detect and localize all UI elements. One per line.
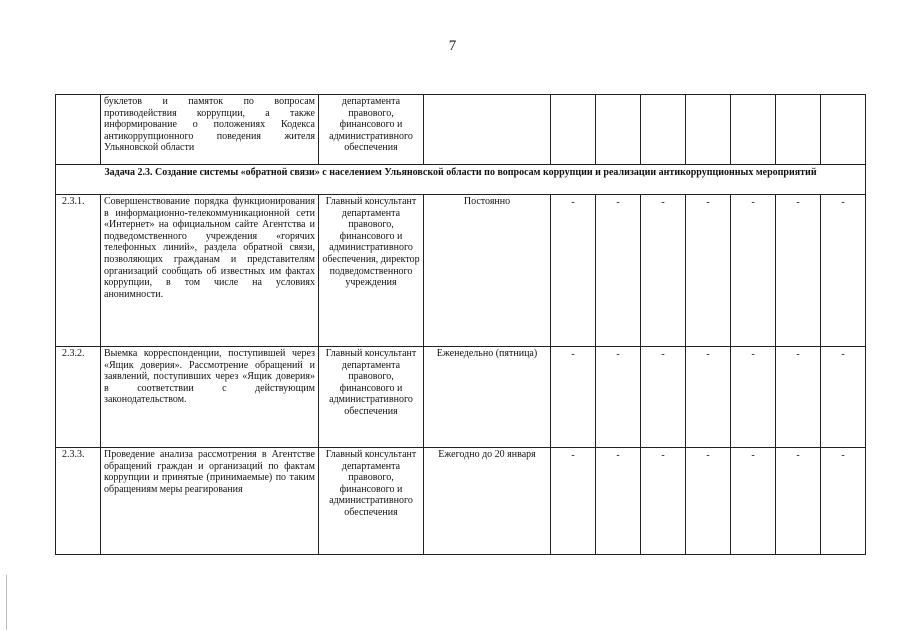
- table-row: [56, 347, 866, 448]
- row-value: -: [551, 195, 596, 347]
- row-value: -: [596, 448, 641, 555]
- task-header: Задача 2.3. Создание системы «обратной связи» с населением Ульяновской области по вопросам коррупции и реализации антикоррупционных мероприятий: [56, 165, 866, 195]
- row-responsible: Главный консультант департамента правового, финансового и административного обеспечения: [319, 448, 424, 555]
- row-description: Совершенствование порядка функционирования в информационно-телекоммуникационной сети «Интернет» на официальном сайте Агентства и подведомственного учреждения «горячих телефонных линий», раздела обратной связи, позволяющих гражданам и представителям организаций сообщать об известных им фактах коррупции, в том числе на условиях анонимности.: [101, 195, 319, 347]
- task-header-row: [56, 165, 866, 195]
- row-value: -: [641, 195, 686, 347]
- row-value: -: [776, 347, 821, 448]
- row-value: -: [686, 195, 731, 347]
- row-responsible: Главный консультант департамента правового, финансового и административного обеспечения, директор подведомственного учреждения: [319, 195, 424, 347]
- empty-cell: [776, 95, 821, 165]
- page-number: 7: [448, 38, 457, 54]
- row-term: Постоянно: [424, 195, 551, 347]
- row-term: Ежегодно до 20 января: [424, 448, 551, 555]
- continuation-description: буклетов и памяток по вопросам противодействия коррупции, а также информирование о положениях Кодекса антикоррупционного поведения жителя Ульяновской области: [101, 95, 319, 165]
- table-row: [56, 195, 866, 347]
- row-description: Проведение анализа рассмотрения в Агентстве обращений граждан и организаций по фактам коррупции и принятые (принимаемые) по таким обращениям меры реагирования: [101, 448, 319, 555]
- continuation-num-cell: [56, 95, 101, 165]
- empty-cell: [596, 95, 641, 165]
- row-value: -: [596, 195, 641, 347]
- row-value: -: [821, 195, 866, 347]
- row-description: Выемка корреспонденции, поступившей через «Ящик доверия». Рассмотрение обращений и заявлений, поступивших через «Ящик доверия» в соответствии с действующим законодательством.: [101, 347, 319, 448]
- empty-cell: [821, 95, 866, 165]
- document-table-wrapper: [55, 94, 866, 555]
- row-number: 2.3.2.: [56, 347, 101, 448]
- row-value: -: [821, 347, 866, 448]
- table-row: [56, 448, 866, 555]
- row-value: -: [731, 195, 776, 347]
- scan-edge-line: [6, 575, 7, 630]
- empty-cell: [551, 95, 596, 165]
- row-value: -: [731, 347, 776, 448]
- row-responsible: Главный консультант департамента правового, финансового и административного обеспечения: [319, 347, 424, 448]
- row-value: -: [596, 347, 641, 448]
- continuation-term-cell: [424, 95, 551, 165]
- empty-cell: [731, 95, 776, 165]
- row-value: -: [821, 448, 866, 555]
- row-value: -: [776, 448, 821, 555]
- row-term: Еженедельно (пятница): [424, 347, 551, 448]
- empty-cell: [686, 95, 731, 165]
- row-value: -: [776, 195, 821, 347]
- empty-cell: [641, 95, 686, 165]
- continuation-row: [56, 95, 866, 165]
- row-value: -: [641, 448, 686, 555]
- row-value: -: [551, 347, 596, 448]
- anti-corruption-plan-table: [55, 94, 866, 555]
- row-value: -: [686, 448, 731, 555]
- continuation-responsible: департамента правового, финансового и административного обеспечения: [319, 95, 424, 165]
- row-number: 2.3.3.: [56, 448, 101, 555]
- row-number: 2.3.1.: [56, 195, 101, 347]
- row-value: -: [731, 448, 776, 555]
- row-value: -: [686, 347, 731, 448]
- row-value: -: [551, 448, 596, 555]
- row-value: -: [641, 347, 686, 448]
